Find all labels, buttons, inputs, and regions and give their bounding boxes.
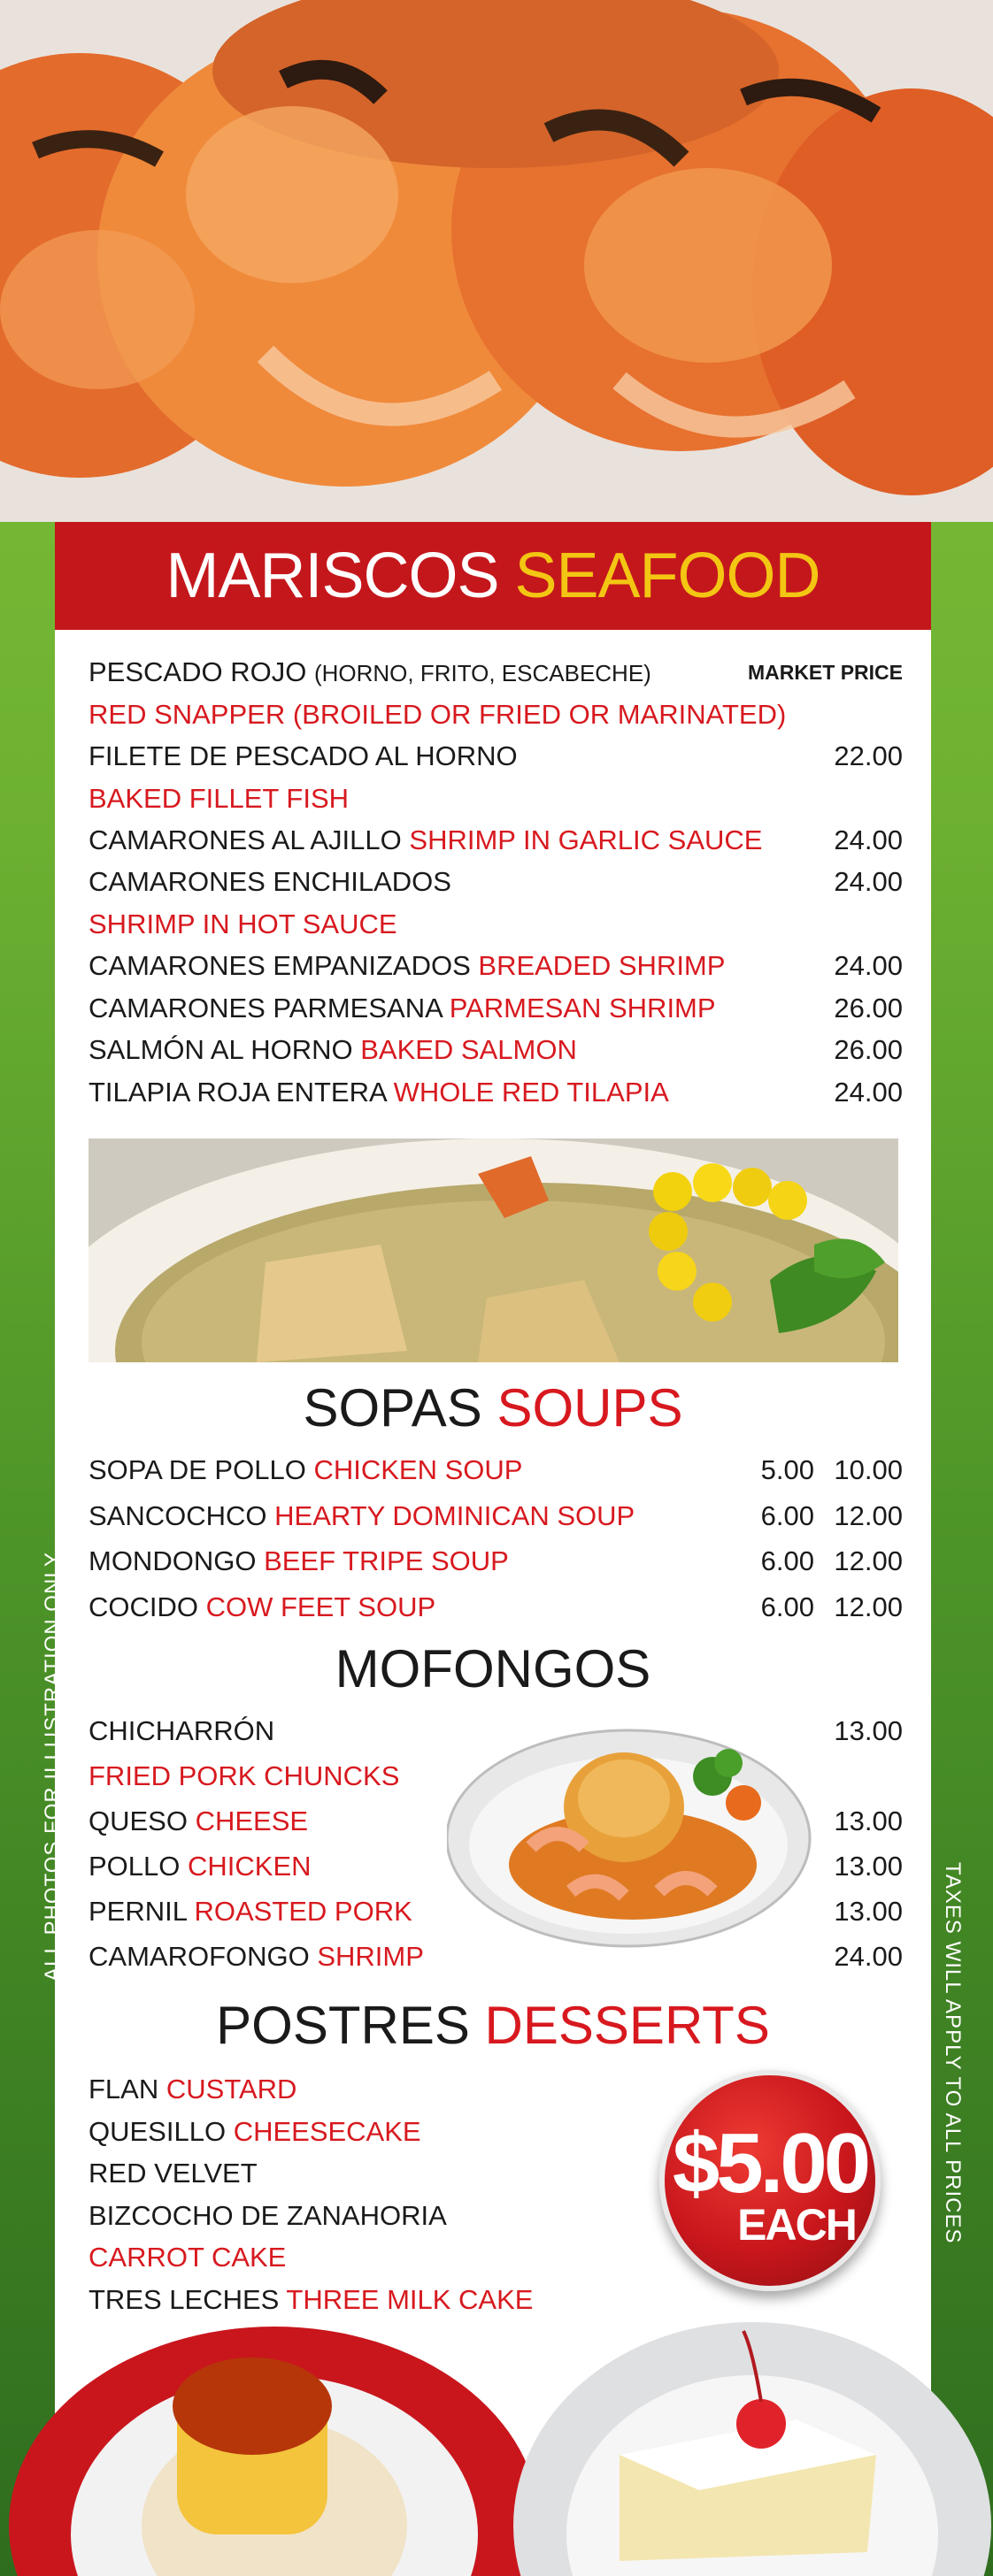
- list-item: TRES LECHES THREE MILK CAKE: [89, 2284, 534, 2315]
- item-price: 13.00: [834, 1851, 903, 1882]
- title-spanish: MARISCOS: [166, 540, 499, 611]
- grilled-shrimp-photo: [0, 0, 993, 522]
- title-english: SEAFOOD: [514, 540, 820, 611]
- item-price: 26.00: [834, 993, 903, 1024]
- list-item: BIZCOCHO DE ZANAHORIA: [89, 2200, 447, 2231]
- list-item: CAMARONES ENCHILADOS 24.00: [89, 861, 903, 903]
- list-item: TILAPIA ROJA ENTERA WHOLE RED TILAPIA 24.00: [89, 1071, 903, 1114]
- list-item: RED VELVET: [89, 2158, 258, 2189]
- desserts-photo: [0, 2322, 993, 2576]
- item-price: 13.00: [834, 1896, 903, 1927]
- item-price: 24.00: [834, 866, 903, 897]
- item-price: 24.00: [834, 1077, 903, 1108]
- price-badge: [659, 2070, 881, 2291]
- soup-photo: [89, 1138, 898, 1362]
- list-item: CAMARONES AL AJILLO SHRIMP IN GARLIC SAUCE 24.00: [89, 819, 903, 862]
- list-item: SANCOCHCO HEARTY DOMINICAN SOUP 6.00 12.00: [89, 1500, 903, 1531]
- soups-heading: SOPAS SOUPS: [303, 1378, 683, 1438]
- photo-disclaimer: ALL PHOTOS FOR ILLUSTRATION ONLY: [41, 1552, 65, 1982]
- list-item: POLLO CHICKEN 13.00: [89, 1845, 903, 1888]
- list-item: QUESILLO CHEESECAKE: [89, 2116, 421, 2147]
- list-item: PERNIL ROASTED PORK 13.00: [89, 1890, 903, 1933]
- list-item: COCIDO COW FEET SOUP 6.00 12.00: [89, 1591, 903, 1622]
- list-item: MONDONGO BEEF TRIPE SOUP 6.00 12.00: [89, 1545, 903, 1576]
- list-item: SHRIMP IN HOT SAUCE: [89, 908, 397, 939]
- list-item: CHICHARRÓN 13.00: [89, 1710, 903, 1752]
- list-item: RED SNAPPER (BROILED OR FRIED OR MARINATED): [89, 699, 787, 730]
- mofongos-heading: MOFONGOS: [335, 1639, 651, 1698]
- item-price: 22.00: [834, 740, 903, 771]
- badge-each: EACH: [737, 2200, 856, 2250]
- list-item: FILETE DE PESCADO AL HORNO 22.00: [89, 735, 903, 778]
- list-item: FRIED PORK CHUNCKS: [89, 1760, 400, 1791]
- list-item: PESCADO ROJO (HORNO, FRITO, ESCABECHE) MARKET PRICE: [89, 651, 903, 694]
- item-price: MARKET PRICE: [747, 661, 903, 684]
- list-item: CAMAROFONGO SHRIMP 24.00: [89, 1936, 903, 1978]
- item-price: 24.00: [834, 950, 903, 981]
- item-price: 24.00: [834, 1941, 903, 1972]
- list-item: FLAN CUSTARD: [89, 2074, 297, 2104]
- item-price: 13.00: [834, 1806, 903, 1836]
- list-item: CARROT CAKE: [89, 2242, 287, 2273]
- desserts-heading: POSTRES DESSERTS: [216, 1996, 770, 2055]
- item-price: 13.00: [834, 1715, 903, 1746]
- list-item: SOPA DE POLLO CHICKEN SOUP 5.00 10.00: [89, 1454, 903, 1485]
- list-item: QUESO CHEESE 13.00: [89, 1800, 903, 1843]
- badge-price: $5.00: [672, 2116, 868, 2211]
- item-price: 24.00: [834, 824, 903, 855]
- tax-notice: TAXES WILL APPLY TO ALL PRICES: [941, 1862, 965, 2244]
- item-price: 26.00: [834, 1034, 903, 1065]
- seafood-title-banner: [55, 522, 931, 630]
- list-item: BAKED FILLET FISH: [89, 783, 350, 814]
- list-item: CAMARONES PARMESANA PARMESAN SHRIMP 26.00: [89, 987, 903, 1030]
- list-item: CAMARONES EMPANIZADOS BREADED SHRIMP 24.00: [89, 945, 903, 987]
- list-item: SALMÓN AL HORNO BAKED SALMON 26.00: [89, 1029, 903, 1071]
